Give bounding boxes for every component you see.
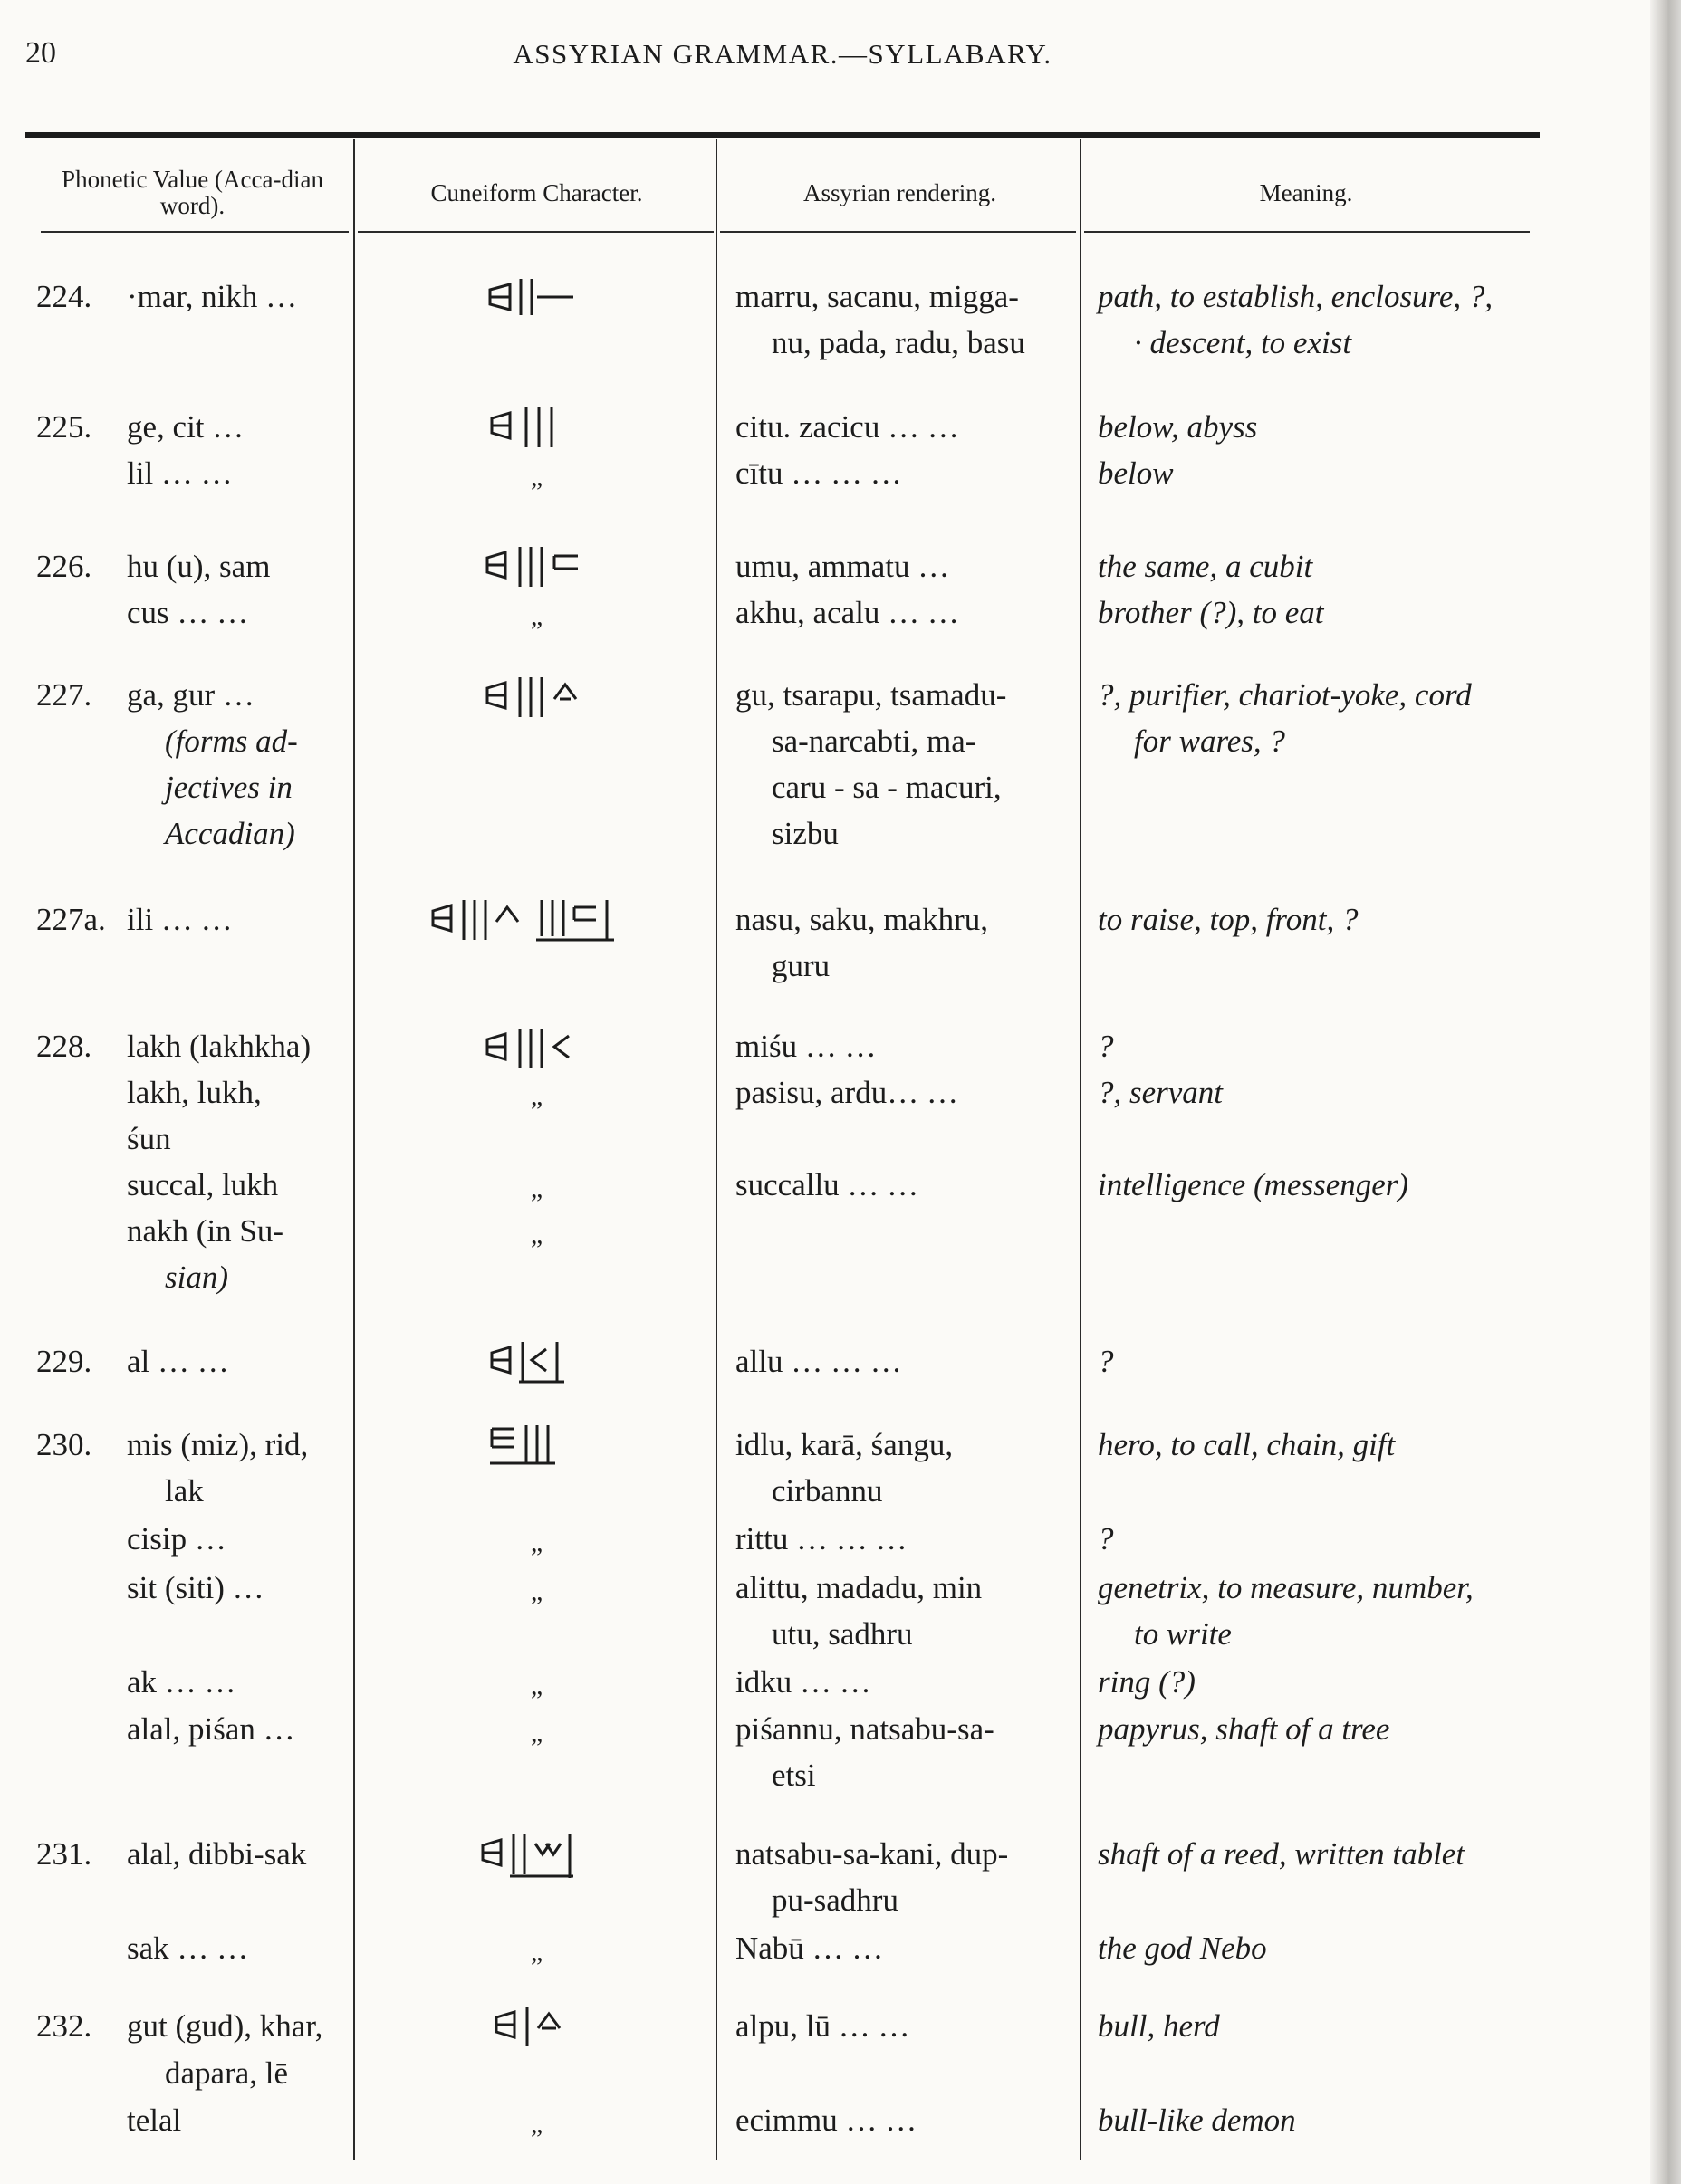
ditto-mark: „ (530, 1528, 543, 1557)
column-header-assyrian: Assyrian rendering. (803, 178, 996, 206)
column-divider (1080, 139, 1081, 2160)
phonetic-entry: cisip … (127, 1521, 226, 1557)
meaning: shaft of a reed, written tablet (1098, 1836, 1465, 1872)
phonetic-entry: dapara, lē (165, 2055, 289, 2091)
meaning: ? (1098, 1521, 1114, 1557)
cuneiform-sign-icon (358, 398, 716, 453)
meaning: below (1098, 455, 1174, 491)
assyrian-rendering: ecimmu … … (735, 2103, 917, 2138)
assyrian-rendering: miśu … … (735, 1029, 877, 1064)
meaning: to write (1134, 1616, 1232, 1652)
meaning: intelligence (messenger) (1098, 1167, 1409, 1202)
meaning: bull, herd (1098, 2008, 1220, 2044)
phonetic-entry: succal, lukh (127, 1167, 279, 1202)
phonetic-entry-note: (forms ad- (165, 723, 298, 759)
assyrian-rendering: akhu, acalu … … (735, 595, 959, 630)
phonetic-entry: 227. ga, gur … (36, 677, 255, 713)
assyrian-rendering: caru - sa - macuri, (772, 770, 1002, 805)
meaning: the god Nebo (1098, 1930, 1267, 1966)
assyrian-rendering: sa-narcabti, ma- (772, 723, 976, 759)
assyrian-rendering: piśannu, natsabu-sa- (735, 1711, 994, 1747)
meaning: the same, a cubit (1098, 549, 1313, 584)
assyrian-rendering: rittu … … … (735, 1521, 908, 1557)
phonetic-entry: 225. ge, cit … (36, 409, 245, 445)
assyrian-rendering: utu, sadhru (772, 1616, 913, 1652)
assyrian-rendering: idlu, karā, śangu, (735, 1427, 954, 1462)
meaning: hero, to call, chain, gift (1098, 1427, 1396, 1462)
cuneiform-sign-icon (358, 891, 716, 945)
ditto-mark: „ (530, 1576, 543, 1606)
phonetic-entry-note: Accadian) (165, 816, 295, 851)
assyrian-rendering: succallu … … (735, 1167, 919, 1202)
assyrian-rendering: citu. zacicu … … (735, 409, 959, 445)
cuneiform-sign-icon (358, 1020, 716, 1074)
meaning: papyrus, shaft of a tree (1098, 1711, 1390, 1747)
assyrian-rendering: alpu, lū … … (735, 2008, 910, 2044)
cuneiform-sign-icon (358, 1997, 716, 2052)
cuneiform-sign-icon (358, 1416, 716, 1470)
ditto-mark: „ (530, 1718, 543, 1748)
assyrian-rendering: gu, tsarapu, tsamadu- (735, 677, 1007, 713)
meaning: · descent, to exist (1134, 325, 1352, 360)
ditto-mark: „ (530, 1081, 543, 1111)
phonetic-entry: 232. gut (gud), khar, (36, 2008, 323, 2044)
phonetic-entry: sak … … (127, 1930, 249, 1966)
meaning: below, abyss (1098, 409, 1258, 445)
meaning: path, to establish, enclosure, ?, (1098, 279, 1494, 314)
meaning: ? (1098, 1029, 1114, 1064)
phonetic-entry: 227a. ili … … (36, 902, 233, 937)
assyrian-rendering: guru (772, 948, 831, 983)
assyrian-rendering: sizbu (772, 816, 839, 851)
meaning: brother (?), to eat (1098, 595, 1324, 630)
column-header-rule (1084, 231, 1530, 233)
phonetic-entry: lak (165, 1473, 204, 1509)
assyrian-rendering: cirbannu (772, 1473, 883, 1509)
assyrian-rendering: alittu, madadu, min (735, 1570, 983, 1605)
phonetic-entry: 228. lakh (lakhkha) (36, 1029, 312, 1064)
assyrian-rendering: pasisu, ardu… … (735, 1075, 958, 1110)
assyrian-rendering: idku … … (735, 1664, 871, 1700)
page-header (25, 36, 1540, 81)
ditto-mark: „ (530, 1937, 543, 1967)
cuneiform-sign-icon (358, 1333, 716, 1387)
assyrian-rendering: nu, pada, radu, basu (772, 325, 1025, 360)
column-header-meaning: Meaning. (1259, 178, 1353, 206)
assyrian-rendering: nasu, saku, makhru, (735, 902, 988, 937)
cuneiform-sign-icon (358, 1825, 716, 1883)
running-title: ASSYRIAN GRAMMAR.—SYLLABARY. (513, 38, 1052, 70)
assyrian-rendering: umu, ammatu … (735, 549, 950, 584)
phonetic-entry-note: jectives in (165, 770, 293, 805)
column-header-rule (41, 231, 349, 233)
meaning: ?, purifier, chariot-yoke, cord (1098, 677, 1472, 713)
phonetic-entry: alal, piśan … (127, 1711, 295, 1747)
page-number: 20 (25, 36, 56, 70)
ditto-mark: „ (530, 2109, 543, 2139)
column-header-phonetic: Phonetic Value (Acca-dian word). (62, 166, 323, 219)
phonetic-entry: cus … … (127, 595, 249, 630)
phonetic-entry: 231. alal, dibbi-sak (36, 1836, 307, 1872)
phonetic-entry: śun (127, 1121, 171, 1156)
phonetic-entry: lil … … (127, 455, 233, 491)
header-rule (25, 132, 1540, 138)
assyrian-rendering: etsi (772, 1758, 816, 1793)
phonetic-entry: 226. hu (u), sam (36, 549, 271, 584)
phonetic-entry: lakh, lukh, (127, 1075, 262, 1110)
assyrian-rendering: allu … … … (735, 1344, 902, 1379)
assyrian-rendering: Nabū … … (735, 1930, 884, 1966)
meaning: ring (?) (1098, 1664, 1196, 1700)
ditto-mark: „ (530, 1671, 543, 1700)
cuneiform-sign-icon (358, 668, 716, 723)
meaning: bull-like demon (1098, 2103, 1296, 2138)
meaning: ? (1098, 1344, 1114, 1379)
phonetic-entry: telal (127, 2103, 182, 2138)
cuneiform-sign-icon (358, 270, 716, 324)
phonetic-entry-note: sian) (165, 1260, 228, 1295)
column-divider (716, 139, 717, 2160)
page-edge-shadow (1650, 0, 1681, 2184)
meaning: ?, servant (1098, 1075, 1224, 1110)
assyrian-rendering: natsabu-sa-kani, dup- (735, 1836, 1009, 1872)
meaning: to raise, top, front, ? (1098, 902, 1359, 937)
column-header-rule (720, 231, 1076, 233)
meaning: for wares, ? (1134, 723, 1285, 759)
assyrian-rendering: pu-sadhru (772, 1882, 898, 1918)
assyrian-rendering: marru, sacanu, migga- (735, 279, 1019, 314)
phonetic-entry: 224. ·mar, nikh … (36, 279, 298, 314)
ditto-mark: „ (530, 1220, 543, 1250)
phonetic-entry: ak … … (127, 1664, 236, 1700)
phonetic-entry: 229. al … … (36, 1344, 229, 1379)
phonetic-entry: nakh (in Su- (127, 1213, 284, 1249)
ditto-mark: „ (530, 601, 543, 631)
assyrian-rendering: cītu … … … (735, 455, 902, 491)
column-header-cuneiform: Cuneiform Character. (430, 178, 643, 206)
phonetic-entry: sit (siti) … (127, 1570, 264, 1605)
ditto-mark: „ (530, 462, 543, 492)
meaning: genetrix, to measure, number, (1098, 1570, 1474, 1605)
phonetic-entry: 230. mis (miz), rid, (36, 1427, 309, 1462)
ditto-mark: „ (530, 1173, 543, 1203)
cuneiform-sign-icon (358, 538, 716, 592)
column-header-rule (358, 231, 714, 233)
